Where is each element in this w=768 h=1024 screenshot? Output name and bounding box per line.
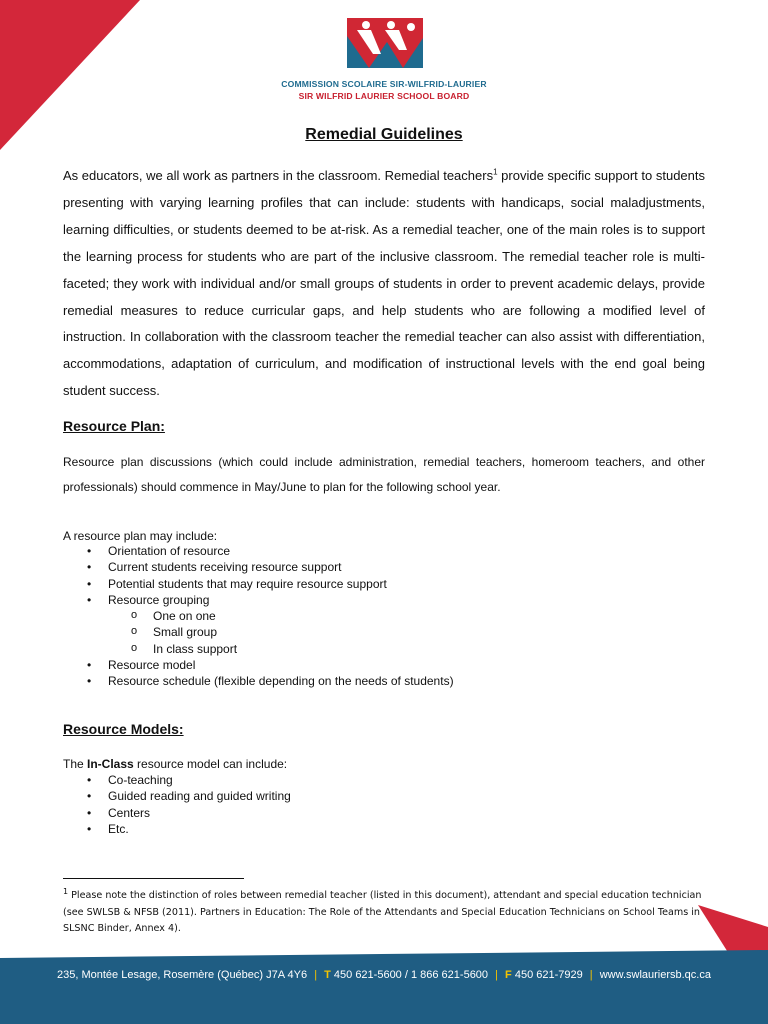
footer-website-link[interactable]: www.swlauriersb.qc.ca bbox=[599, 969, 711, 981]
footer-separator: | bbox=[495, 969, 498, 981]
sublist-item: o One on one bbox=[153, 608, 454, 624]
school-board-logo bbox=[347, 18, 423, 68]
list-item-text: • Resource model bbox=[108, 658, 195, 672]
list-item bbox=[108, 576, 454, 592]
resource-grouping-sublist bbox=[108, 608, 454, 657]
footnote-divider bbox=[63, 878, 244, 879]
list-item-text: • Resource grouping bbox=[108, 593, 209, 607]
list-item-text: • Resource schedule (flexible depending on the needs of students) bbox=[108, 674, 454, 688]
footer-phone: 450 621-5600 / 1 866 621-5600 bbox=[333, 969, 489, 981]
footnote-number: 1 bbox=[63, 886, 69, 896]
list-item-text: • Current students receiving resource support bbox=[108, 560, 341, 574]
list-item-text: • Orientation of resource bbox=[108, 544, 230, 558]
org-name-english: SIR WILFRID LAURIER SCHOOL BOARD bbox=[298, 91, 470, 101]
resource-plan-heading: Resource Plan: bbox=[63, 418, 165, 434]
list-item bbox=[108, 543, 454, 559]
list-item bbox=[108, 559, 454, 575]
footer-fax: 450 621-7929 bbox=[514, 969, 583, 981]
list-item-text: • Potential students that may require resource support bbox=[108, 577, 387, 591]
intro-paragraph bbox=[63, 163, 705, 405]
footnote-ref[interactable]: 1 bbox=[493, 167, 498, 177]
page-title: Remedial Guidelines bbox=[305, 126, 463, 143]
footer-fax-label: F bbox=[505, 969, 512, 981]
list-item bbox=[108, 657, 454, 673]
resource-models-intro bbox=[63, 756, 287, 772]
resource-plan-paragraph: Resource plan discussions (which could include administration, remedial teachers, homeroom teachers, and other professionals) should commence in May/June to plan for the following school year. bbox=[63, 455, 705, 494]
list-item-text: • Guided reading and guided writing bbox=[108, 789, 291, 803]
footer-address: 235, Montée Lesage, Rosemère (Québec) J7A 4Y6 bbox=[57, 969, 308, 981]
intro-text-start: As educators, we all work as partners in the classroom. Remedial teachers bbox=[63, 168, 494, 183]
list-item-text: • Centers bbox=[108, 806, 150, 820]
list-item bbox=[108, 788, 291, 804]
models-intro-suffix: resource model can include: bbox=[133, 757, 288, 771]
list-item bbox=[108, 772, 291, 788]
models-intro-prefix: The bbox=[63, 757, 88, 771]
sublist-item: o In class support bbox=[153, 641, 454, 657]
resource-plan-list-intro: A resource plan may include: bbox=[63, 529, 218, 543]
resource-models-heading: Resource Models: bbox=[63, 721, 184, 737]
sublist-item: o Small group bbox=[153, 624, 454, 640]
footnote bbox=[63, 888, 713, 938]
intro-text-rest: provide specific support to students presenting with varying learning profiles that can include: students with handicaps, social maladjustments, learning difficulties, or students deemed to be at-risk. As a remedial teacher, one of the main roles is to support the learning process for students who are part of the inclusive classroom. The remedial teacher role is multi-faceted; they work with individual and/or small groups of students in order to prevent academic delays, provide remedial measures to reduce curricular gaps, and help students who are following a modified level of instruction. In collaboration with the classroom teacher the remedial teacher can also assist with differentiation, accommodations, adaptation of curriculum, and modification of instructional levels with the end goal being student success. bbox=[63, 168, 705, 399]
list-item-text: • Etc. bbox=[108, 822, 129, 836]
footnote-text: Please note the distinction of roles between remedial teacher (listed in this document), attendant and special education technician (see SWLSB & NFSB (2011). Partners in Education: The Role of the Attendants and Special Education Technicians on School Teams in SLSNC Binder, Annex 4). bbox=[63, 890, 702, 934]
footer-band bbox=[0, 950, 768, 1024]
models-intro-bold: In-Class bbox=[87, 757, 134, 771]
list-item bbox=[108, 805, 291, 821]
list-item bbox=[108, 821, 291, 837]
org-name-french: COMMISSION SCOLAIRE SIR-WILFRID-LAURIER bbox=[281, 79, 487, 89]
resource-models-list bbox=[108, 772, 291, 837]
footer-separator: | bbox=[314, 969, 318, 981]
footer-contact bbox=[0, 969, 768, 981]
footer-phone-label: T bbox=[324, 969, 331, 981]
footer-separator: | bbox=[589, 969, 593, 981]
list-item bbox=[108, 592, 454, 657]
list-item-text: • Co-teaching bbox=[108, 773, 173, 787]
resource-plan-list bbox=[108, 543, 454, 690]
list-item bbox=[108, 673, 454, 689]
